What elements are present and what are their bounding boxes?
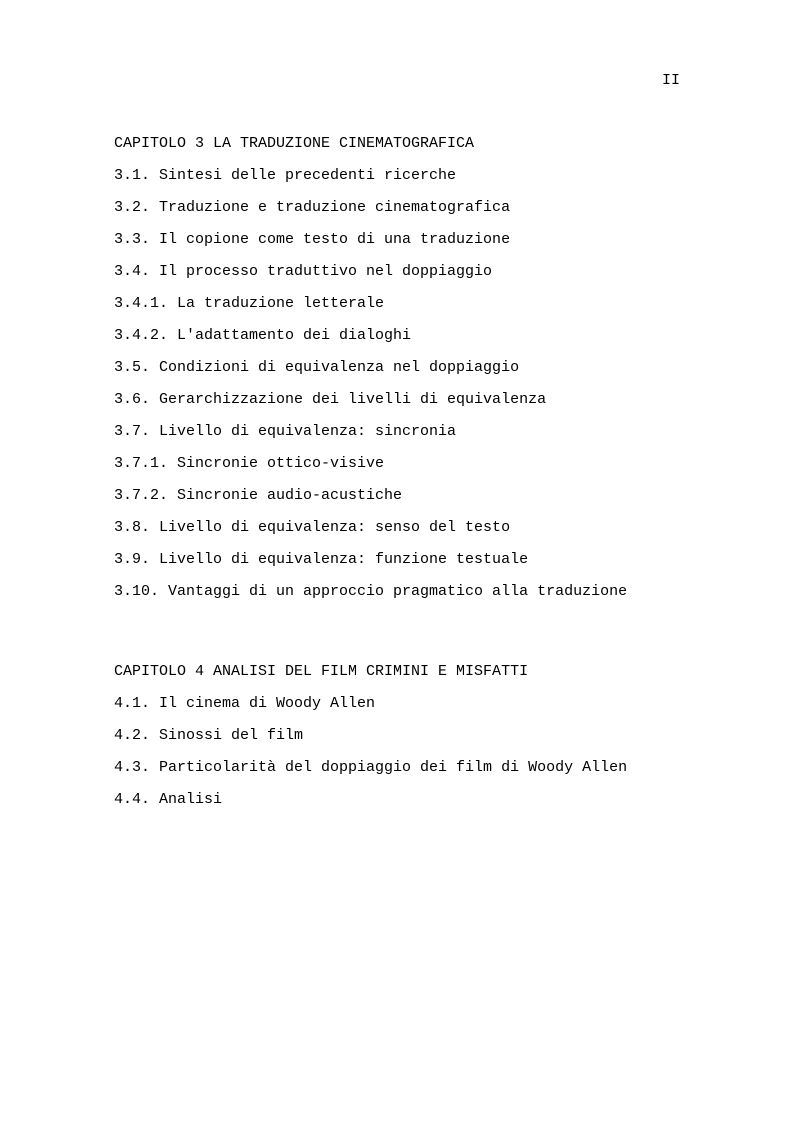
toc-entry-list	[114, 167, 627, 615]
toc-entry: 3.4. Il processo traduttivo nel doppiaggio	[114, 263, 493, 280]
toc-entry: 3.4.2. L'adattamento dei dialoghi	[114, 327, 412, 344]
toc-entry: 4.1. Il cinema di Woody Allen	[114, 695, 376, 712]
toc-entry: 3.6. Gerarchizzazione dei livelli di equivalenza	[114, 391, 547, 408]
chapter-heading: CAPITOLO 3 LA TRADUZIONE CINEMATOGRAFICA	[114, 135, 475, 152]
toc-chapter-3	[114, 135, 627, 615]
toc-entry: 3.7. Livello di equivalenza: sincronia	[114, 423, 457, 440]
toc-entry: 4.3. Particolarità del doppiaggio dei film di Woody Allen	[114, 759, 628, 776]
toc-entry: 3.9. Livello di equivalenza: funzione testuale	[114, 551, 529, 568]
toc-entry: 3.7.2. Sincronie audio-acustiche	[114, 487, 403, 504]
toc-entry: 3.8. Livello di equivalenza: senso del testo	[114, 519, 511, 536]
toc-entry: 3.4.1. La traduzione letterale	[114, 295, 385, 312]
toc-entry-list	[114, 695, 627, 823]
chapter-heading: CAPITOLO 4 ANALISI DEL FILM CRIMINI E MISFATTI	[114, 663, 529, 680]
toc-entry: 3.5. Condizioni di equivalenza nel doppiaggio	[114, 359, 520, 376]
toc-entry: 3.10. Vantaggi di un approccio pragmatico alla traduzione	[114, 583, 628, 600]
page-number: II	[662, 72, 681, 89]
toc-entry: 3.2. Traduzione e traduzione cinematografica	[114, 199, 511, 216]
toc-entry: 3.3. Il copione come testo di una traduzione	[114, 231, 511, 248]
toc-entry: 4.4. Analisi	[114, 791, 223, 808]
toc-chapter-4	[114, 663, 627, 823]
toc-entry: 3.1. Sintesi delle precedenti ricerche	[114, 167, 457, 184]
toc-entry: 3.7.1. Sincronie ottico-visive	[114, 455, 385, 472]
toc-entry: 4.2. Sinossi del film	[114, 727, 304, 744]
